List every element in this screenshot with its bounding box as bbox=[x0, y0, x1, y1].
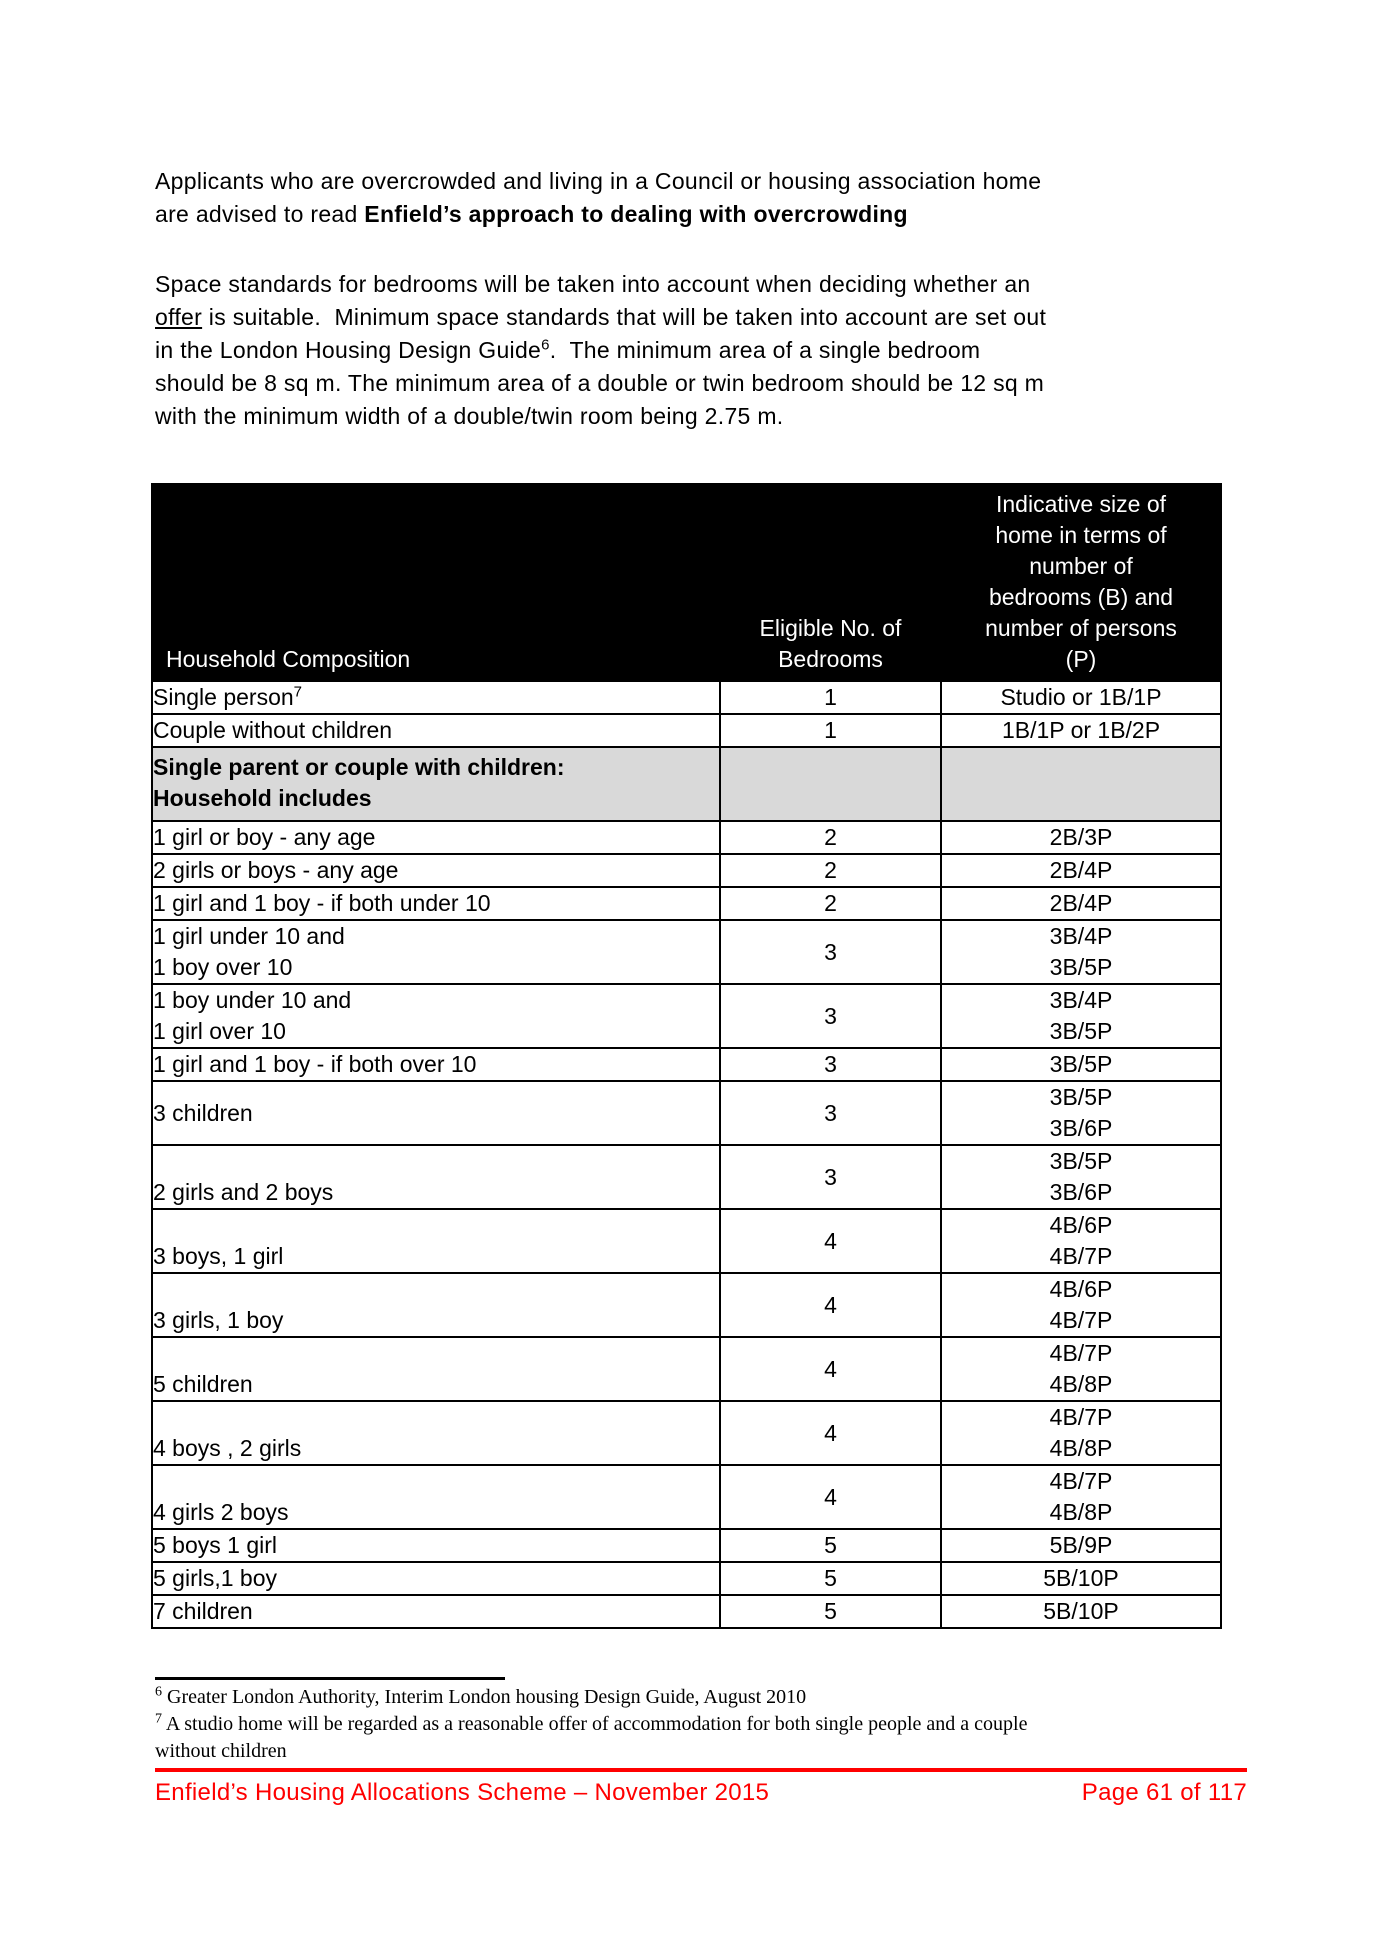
cell-line: 1 girl over 10 bbox=[153, 1018, 286, 1044]
text-line bbox=[155, 165, 1247, 198]
column-header bbox=[152, 484, 720, 681]
cell-line: 4 boys , 2 girls bbox=[153, 1435, 302, 1461]
eligible-bedrooms-cell: 3 bbox=[720, 1145, 941, 1209]
indicative-size-cell bbox=[941, 1595, 1221, 1628]
cell-line: 2B/3P bbox=[1049, 824, 1113, 850]
footer-rule bbox=[155, 1768, 1247, 1772]
table-row bbox=[152, 1273, 1221, 1337]
text-line bbox=[155, 334, 1247, 367]
table-row bbox=[152, 1081, 1221, 1145]
cell-line: 1 boy under 10 and bbox=[153, 987, 352, 1013]
column-header-line: Eligible No. of bbox=[759, 615, 902, 641]
eligible-bedrooms-cell: 4 bbox=[720, 1273, 941, 1337]
table-row bbox=[152, 1562, 1221, 1595]
cell-line: 3 girls, 1 boy bbox=[153, 1307, 284, 1333]
cell-line: 4B/8P bbox=[1049, 1371, 1113, 1397]
table-row bbox=[152, 714, 1221, 747]
column-header-line: number of persons bbox=[985, 615, 1177, 641]
household-composition-cell bbox=[152, 887, 720, 920]
paragraph-overcrowding-note bbox=[155, 165, 1247, 231]
cell-line: 5B/10P bbox=[1043, 1598, 1119, 1624]
indicative-size-cell bbox=[941, 821, 1221, 854]
eligible-bedrooms-cell: 2 bbox=[720, 854, 941, 887]
household-composition-cell bbox=[152, 1048, 720, 1081]
indicative-size-cell bbox=[941, 1337, 1221, 1401]
indicative-size-cell bbox=[941, 1209, 1221, 1273]
household-composition-cell bbox=[152, 1529, 720, 1562]
table-row bbox=[152, 887, 1221, 920]
indicative-size-cell bbox=[941, 681, 1221, 714]
cell-line: 3B/5P bbox=[1049, 954, 1113, 980]
cell-line: 3 children bbox=[153, 1099, 253, 1126]
household-composition-cell bbox=[152, 1081, 720, 1145]
footnote-marker: 7 bbox=[155, 1711, 162, 1727]
text-segment: are advised to read bbox=[155, 201, 365, 227]
household-composition-cell bbox=[152, 1401, 720, 1465]
eligible-bedrooms-cell: 1 bbox=[720, 714, 941, 747]
text-segment: is suitable. Minimum space standards that will be taken into account are set out bbox=[202, 304, 1047, 330]
cell-line: 1 girl under 10 and bbox=[153, 923, 345, 949]
table-row bbox=[152, 984, 1221, 1048]
indicative-size-cell bbox=[941, 920, 1221, 984]
cell-line: 2B/4P bbox=[1049, 857, 1113, 883]
table-row bbox=[152, 747, 1221, 821]
household-composition-cell bbox=[152, 1209, 720, 1273]
text-line bbox=[155, 301, 1247, 334]
household-composition-cell bbox=[152, 714, 720, 747]
footnotes bbox=[155, 1684, 1247, 1765]
footnote-text: Greater London Authority, Interim London housing Design Guide, August 2010 bbox=[167, 1686, 807, 1708]
cell-line: Studio or 1B/1P bbox=[1000, 684, 1162, 710]
page-content bbox=[155, 165, 1247, 1809]
eligible-bedrooms-cell: 3 bbox=[720, 1048, 941, 1081]
footnote-separator bbox=[155, 1677, 505, 1680]
cell-line: 3B/4P bbox=[1049, 987, 1113, 1013]
cell-line: 5B/10P bbox=[1043, 1565, 1119, 1591]
household-composition-cell bbox=[152, 681, 720, 714]
table-row bbox=[152, 1209, 1221, 1273]
text-segment: with the minimum width of a double/twin room being 2.75 m. bbox=[155, 403, 784, 429]
footnote-text-continued: without children bbox=[155, 1740, 287, 1762]
cell-line: Single parent or couple with children: bbox=[153, 754, 565, 780]
paragraph-space-standards bbox=[155, 268, 1247, 433]
column-header-line: Indicative size of bbox=[995, 491, 1167, 517]
indicative-size-cell bbox=[941, 984, 1221, 1048]
eligible-bedrooms-cell: 4 bbox=[720, 1465, 941, 1529]
cell-line: Couple without children bbox=[153, 717, 393, 743]
indicative-size-cell bbox=[941, 1145, 1221, 1209]
eligible-bedrooms-cell: 2 bbox=[720, 887, 941, 920]
indicative-size-cell bbox=[941, 1081, 1221, 1145]
household-composition-cell bbox=[152, 854, 720, 887]
text-line bbox=[155, 268, 1247, 301]
indicative-size-cell bbox=[941, 1529, 1221, 1562]
table-row bbox=[152, 1145, 1221, 1209]
household-composition-cell bbox=[152, 984, 720, 1048]
page-footer bbox=[155, 1777, 1247, 1809]
text-segment: should be 8 sq m. The minimum area of a double or twin bedroom should be 12 sq m bbox=[155, 370, 1045, 396]
cell-line: 4B/7P bbox=[1049, 1468, 1113, 1494]
superscript-reference: 7 bbox=[293, 683, 302, 701]
cell-line: 4B/6P bbox=[1049, 1276, 1113, 1302]
cell-line: 5B/9P bbox=[1049, 1532, 1113, 1558]
indicative-size-cell bbox=[941, 1465, 1221, 1529]
text-line bbox=[155, 400, 1247, 433]
table-row bbox=[152, 1048, 1221, 1081]
cell-line: 5 boys 1 girl bbox=[153, 1532, 278, 1558]
table-row bbox=[152, 681, 1221, 714]
table-row bbox=[152, 1529, 1221, 1562]
eligible-bedrooms-cell: 5 bbox=[720, 1529, 941, 1562]
cell-line: 2 girls and 2 boys bbox=[153, 1179, 334, 1205]
eligible-bedrooms-cell: 1 bbox=[720, 681, 941, 714]
cell-line: 1 girl and 1 boy - if both under 10 bbox=[153, 890, 491, 916]
eligible-bedrooms-cell: 4 bbox=[720, 1337, 941, 1401]
table-row bbox=[152, 920, 1221, 984]
indicative-size-cell bbox=[941, 1273, 1221, 1337]
eligible-bedrooms-cell: 3 bbox=[720, 920, 941, 984]
cell-line: 3B/6P bbox=[1049, 1179, 1113, 1205]
footnote-marker: 6 bbox=[155, 1684, 162, 1700]
cell-line: 5 children bbox=[153, 1371, 253, 1397]
footer-page-number: Page 61 of 117 bbox=[1081, 1779, 1247, 1806]
table-header-row bbox=[152, 484, 1221, 681]
cell-line: 3B/4P bbox=[1049, 923, 1113, 949]
household-composition-cell bbox=[152, 1562, 720, 1595]
cell-line: 2B/4P bbox=[1049, 890, 1113, 916]
eligible-bedrooms-cell: 2 bbox=[720, 821, 941, 854]
cell-line: 1 boy over 10 bbox=[153, 954, 293, 980]
column-header-line: Household Composition bbox=[166, 646, 411, 672]
cell-line: 4 girls 2 boys bbox=[153, 1499, 289, 1525]
household-composition-cell bbox=[152, 821, 720, 854]
cell-line: 5 girls,1 boy bbox=[153, 1565, 278, 1591]
text-segment: Applicants who are overcrowded and living in a Council or housing association home bbox=[155, 168, 1042, 194]
column-header-line: home in terms of bbox=[995, 522, 1167, 548]
eligible-bedrooms-cell: 3 bbox=[720, 984, 941, 1048]
eligible-bedrooms-cell: 4 bbox=[720, 1401, 941, 1465]
eligible-bedrooms-cell bbox=[720, 747, 941, 821]
indicative-size-cell bbox=[941, 854, 1221, 887]
footer-document-title: Enfield’s Housing Allocations Scheme – November 2015 bbox=[155, 1779, 770, 1806]
footnote-text: A studio home will be regarded as a reasonable offer of accommodation for both single people and a couple bbox=[165, 1713, 1028, 1735]
table-row bbox=[152, 1337, 1221, 1401]
cell-line: 4B/7P bbox=[1049, 1307, 1113, 1333]
cell-line: 4B/7P bbox=[1049, 1404, 1113, 1430]
cell-line: 3B/5P bbox=[1049, 1018, 1113, 1044]
cell-line: 3B/5P bbox=[1049, 1148, 1113, 1174]
eligible-bedrooms-cell: 5 bbox=[720, 1562, 941, 1595]
table-body bbox=[152, 681, 1221, 1628]
indicative-size-cell bbox=[941, 714, 1221, 747]
cell-line: 4B/6P bbox=[1049, 1212, 1113, 1238]
cell-line: 7 children bbox=[153, 1598, 253, 1624]
text-segment: Space standards for bedrooms will be taken into account when deciding whether an bbox=[155, 271, 1031, 297]
cell-line: Single person$^7$ bbox=[153, 683, 302, 710]
household-composition-cell bbox=[152, 1273, 720, 1337]
column-header-line: Bedrooms bbox=[778, 646, 883, 672]
table-row bbox=[152, 1465, 1221, 1529]
text-segment: in the London Housing Design Guide bbox=[155, 337, 542, 363]
indicative-size-cell bbox=[941, 1048, 1221, 1081]
text-segment: . The minimum area of a single bedroom bbox=[549, 337, 981, 363]
cell-line: Household includes bbox=[153, 785, 372, 811]
eligible-bedrooms-cell: 5 bbox=[720, 1595, 941, 1628]
table-row bbox=[152, 1595, 1221, 1628]
cell-line: 1 girl or boy - any age bbox=[153, 824, 376, 850]
indicative-size-cell bbox=[941, 887, 1221, 920]
cell-line: 4B/8P bbox=[1049, 1499, 1113, 1525]
superscript-reference: 6 bbox=[541, 336, 550, 354]
cell-line: 4B/7P bbox=[1049, 1243, 1113, 1269]
table-header bbox=[152, 484, 1221, 681]
column-header-line: number of bbox=[1029, 553, 1133, 579]
cell-line: 4B/7P bbox=[1049, 1340, 1113, 1366]
cell-line: 1 girl and 1 boy - if both over 10 bbox=[153, 1051, 477, 1077]
column-header-line: bedrooms (B) and bbox=[988, 584, 1174, 610]
household-composition-cell bbox=[152, 1337, 720, 1401]
eligible-bedrooms-cell: 4 bbox=[720, 1209, 941, 1273]
household-composition-cell bbox=[152, 920, 720, 984]
household-composition-cell bbox=[152, 1145, 720, 1209]
column-header bbox=[941, 484, 1221, 681]
table-row bbox=[152, 854, 1221, 887]
cell-line: 3 boys, 1 girl bbox=[153, 1243, 284, 1269]
cell-line: 1B/1P or 1B/2P bbox=[1001, 717, 1161, 743]
column-header bbox=[720, 484, 941, 681]
eligible-bedrooms-cell: 3 bbox=[720, 1081, 941, 1145]
cell-line: 3B/6P bbox=[1049, 1115, 1113, 1141]
cell-line: 2 girls or boys - any age bbox=[153, 857, 399, 883]
column-header-line: (P) bbox=[1065, 646, 1097, 672]
text-line bbox=[155, 198, 1247, 231]
footnote-7 bbox=[155, 1711, 1247, 1765]
footnote-6 bbox=[155, 1684, 1247, 1711]
indicative-size-cell bbox=[941, 1562, 1221, 1595]
table-row bbox=[152, 1401, 1221, 1465]
underlined-text: offer bbox=[155, 304, 203, 330]
household-composition-cell bbox=[152, 747, 720, 821]
bold-text: Enfield’s approach to dealing with overcrowding bbox=[364, 201, 908, 227]
cell-line: 3B/5P bbox=[1049, 1051, 1113, 1077]
cell-line: 3B/5P bbox=[1049, 1084, 1113, 1110]
household-composition-cell bbox=[152, 1465, 720, 1529]
cell-line: 4B/8P bbox=[1049, 1435, 1113, 1461]
household-composition-cell bbox=[152, 1595, 720, 1628]
bedroom-eligibility-table bbox=[151, 483, 1222, 1629]
text-line bbox=[155, 367, 1247, 400]
indicative-size-cell bbox=[941, 747, 1221, 821]
table-row bbox=[152, 821, 1221, 854]
indicative-size-cell bbox=[941, 1401, 1221, 1465]
